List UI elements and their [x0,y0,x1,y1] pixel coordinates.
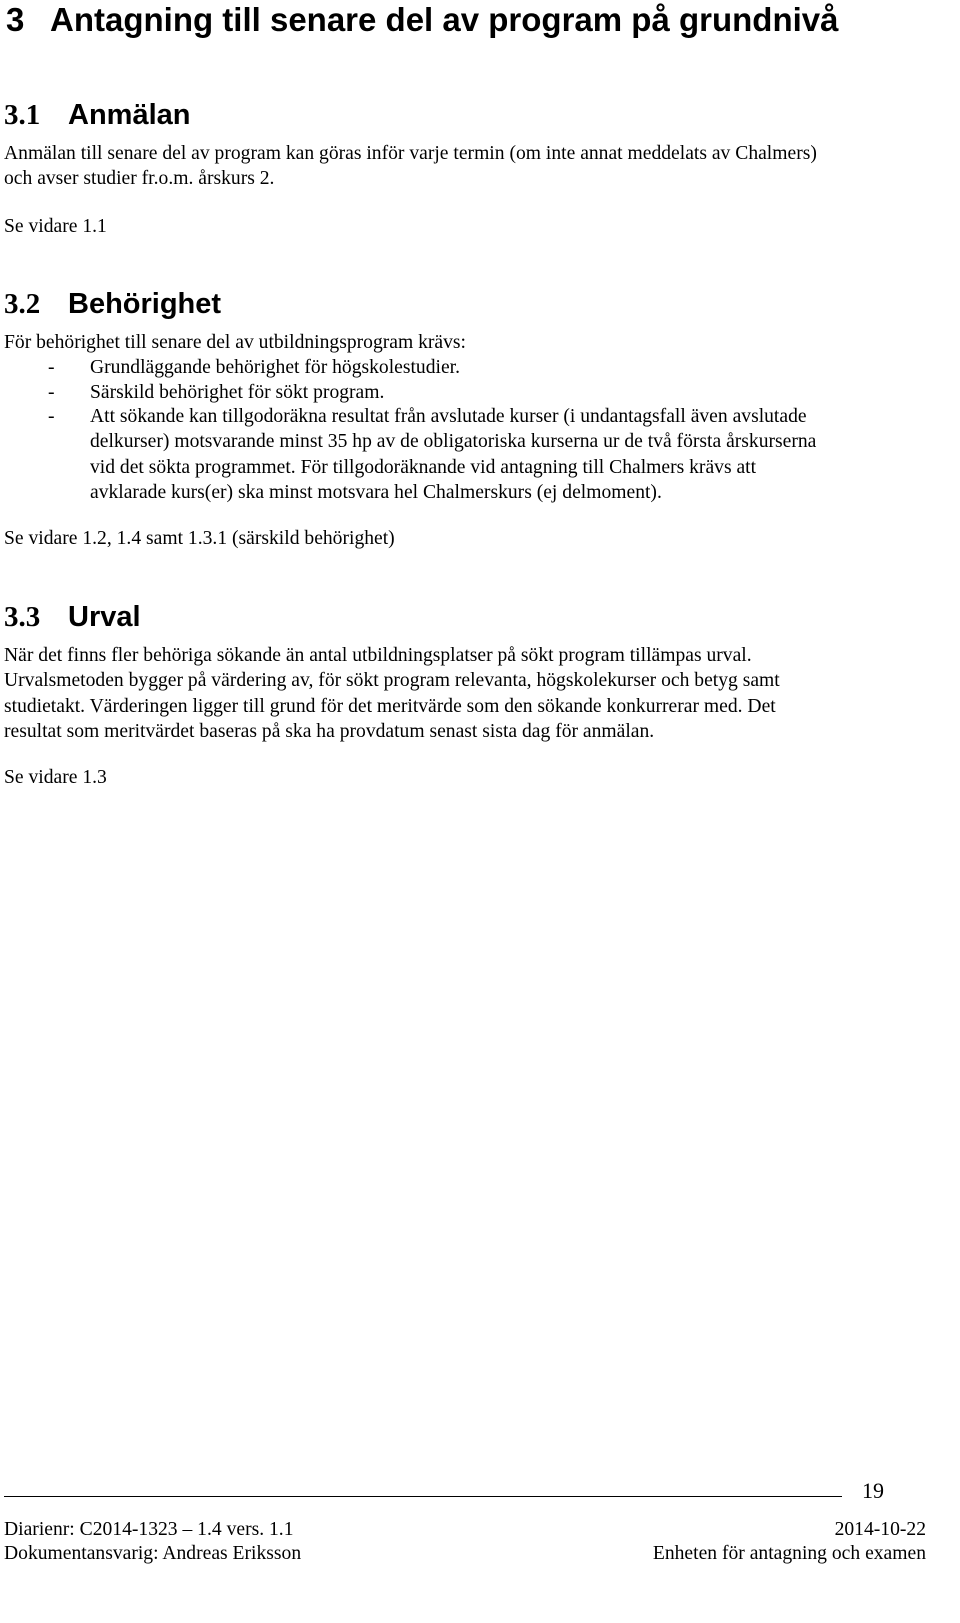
list-item-line: delkurser) motsvarande minst 35 hp av de obligatoriska kurserna ur de två första årskurserna [90,431,817,453]
list-item-line: avklarade kurs(er) ska minst motsvara hel Chalmerskurs (ej delmoment). [90,481,662,503]
section-3-3-paragraph [4,643,954,744]
section-heading-3-3 [4,599,141,635]
section-number: 3.2 [4,288,41,320]
paragraph-line: När det finns fler behöriga sökande än antal utbildningsplatser på sökt program tillämpas urval. [4,645,752,666]
section-title: Anmälan [68,99,191,131]
section-3-3-see-also [4,765,954,790]
list-dash: - [48,357,55,378]
paragraph-line: Anmälan till senare del av program kan göras inför varje termin (om inte annat meddelats av Chalmers) [4,143,817,164]
chapter-heading [6,0,838,40]
footer-unit: Enheten för antagning och examen [652,1543,926,1564]
section-title: Behörighet [68,288,222,320]
list-dash: - [48,406,55,427]
section-3-2-intro [4,330,954,355]
paragraph-line: resultat som meritvärdet baseras på ska ha provdatum senast sista dag för anmälan. [4,720,655,742]
section-title: Urval [68,601,141,633]
list-dash: - [48,382,55,403]
list-item-line: Grundläggande behörighet för högskolestudier. [90,357,461,378]
footer-diarienr: Diarienr: C2014-1323 – 1.4 vers. 1.1 [4,1519,294,1540]
section-number: 3.3 [4,601,41,633]
see-also-text: Se vidare 1.3 [4,767,107,788]
section-3-1-paragraph [4,141,954,192]
footer-divider [4,1496,842,1497]
section-heading-3-1 [4,97,190,133]
chapter-title: Antagning till senare del av program på grundnivå [50,1,839,38]
list-item-line: Att sökande kan tillgodoräkna resultat från avslutade kurser (i undantagsfall även avslutade [90,406,807,427]
section-3-2-see-also [4,526,954,551]
list-item-line: vid det sökta programmet. För tillgodoräknande vid antagning till Chalmers krävs att [90,456,757,478]
paragraph-line: studietakt. Värderingen ligger till grund för det meritvärde som den sökande konkurrerar med. Det [4,695,776,717]
page-number: 19 [862,1478,884,1503]
list-item-line: Särskild behörighet för sökt program. [90,382,385,403]
see-also-text: Se vidare 1.1 [4,216,107,237]
paragraph-line: Urvalsmetoden bygger på värdering av, för sökt program relevanta, högskolekurser och betyg samt [4,670,780,692]
paragraph-line: och avser studier fr.o.m. årskurs 2. [4,168,275,190]
see-also-text: Se vidare 1.2, 1.4 samt 1.3.1 (särskild behörighet) [4,528,395,549]
section-3-1-see-also [4,214,954,239]
chapter-number: 3 [6,1,25,38]
section-number: 3.1 [4,99,41,131]
footer-responsible: Dokumentansvarig: Andreas Eriksson [4,1543,302,1564]
intro-text: För behörighet till senare del av utbildningsprogram krävs: [4,332,466,353]
section-heading-3-2 [4,286,221,322]
footer-date: 2014-10-22 [834,1519,926,1540]
